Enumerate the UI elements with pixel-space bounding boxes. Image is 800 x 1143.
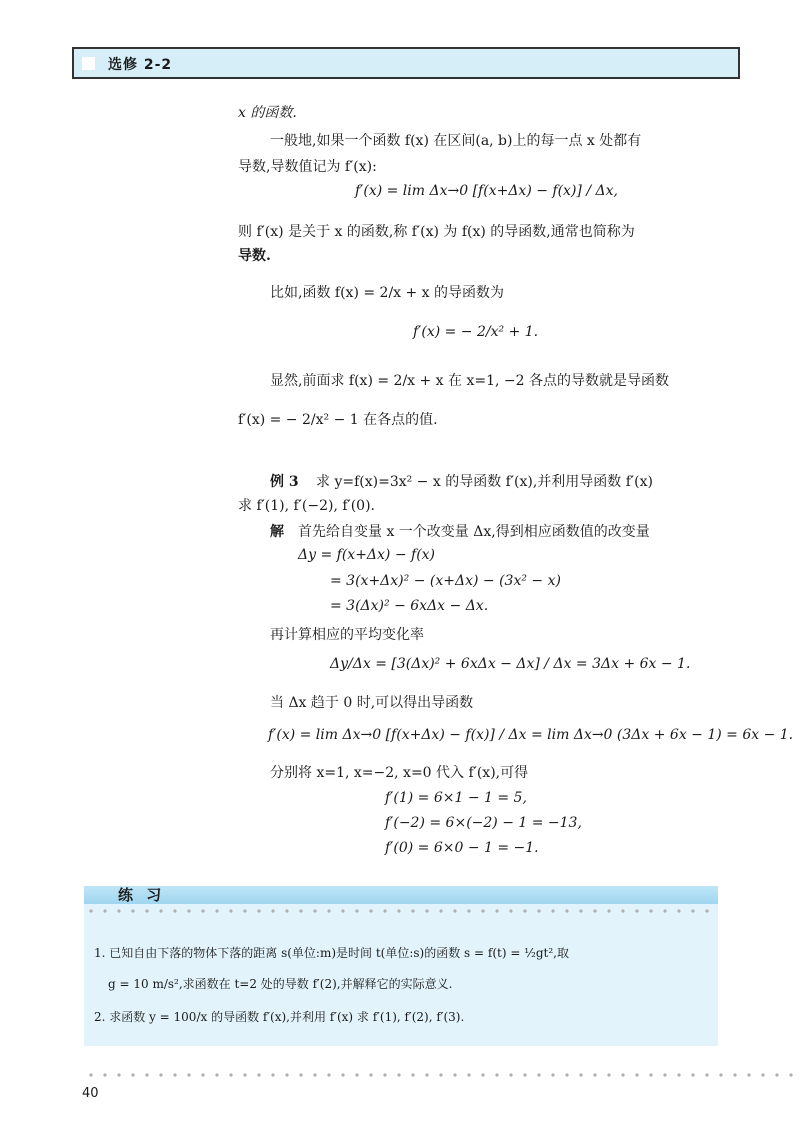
formula-derivative-definition: f′(x) = lim Δx→0 [f(x+Δx) − f(x)] / Δx, <box>355 183 618 199</box>
header-title: 选修 2-2 <box>108 57 173 73</box>
example-label: 例 3 <box>270 474 299 490</box>
practice-item-1-line-1: 1. 已知自由下落的物体下落的距离 s(单位:m)是时间 t(单位:s)的函数 s = f(t) = ½gt²,取 <box>94 946 569 960</box>
practice-item-2: 2. 求函数 y = 100/x 的导函数 f′(x),并利用 f′(x) 求 f′(1), f′(2), f′(3). <box>94 1010 465 1024</box>
practice-item-1-line-2: g = 10 m/s²,求函数在 t=2 处的导数 f′(2),并解释它的实际意义. <box>108 977 453 991</box>
text-line-1: x 的函数. <box>238 105 297 121</box>
solution-line-10: f′(1) = 6×1 − 1 = 5, <box>385 790 527 806</box>
practice-dotted-divider <box>84 908 718 914</box>
page-number: 40 <box>82 1086 99 1101</box>
solution-label: 解 <box>270 524 284 540</box>
solution-line-11: f′(−2) = 6×(−2) − 1 = −13, <box>385 815 582 831</box>
footer-dotted-divider <box>84 1072 794 1078</box>
solution-line-9: 分别将 x=1, x=−2, x=0 代入 f′(x),可得 <box>270 765 529 781</box>
solution-line-12: f′(0) = 6×0 − 1 = −1. <box>385 840 539 856</box>
text-line-9: 显然,前面求 f(x) = 2/x + x 在 x=1, −2 各点的导数就是导函数 <box>270 373 669 389</box>
solution-line-7: 当 Δx 趋于 0 时,可以得出导函数 <box>270 695 474 711</box>
practice-header-strip <box>84 886 718 904</box>
solution-line-6: Δy/Δx = [3(Δx)² + 6xΔx − Δx] / Δx = 3Δx + 6x − 1. <box>330 656 691 672</box>
header-bar <box>72 47 740 79</box>
practice-title: 练 习 <box>118 886 166 904</box>
formula-example-derivative: f′(x) = − 2/x² + 1. <box>413 324 539 340</box>
text-line-2: 一般地,如果一个函数 f(x) 在区间(a, b)上的每一点 x 处都有 <box>270 133 642 149</box>
solution-line-1: 首先给自变量 x 一个改变量 Δx,得到相应函数值的改变量 <box>298 524 650 540</box>
solution-line-4: = 3(Δx)² − 6xΔx − Δx. <box>330 598 489 614</box>
solution-line-5: 再计算相应的平均变化率 <box>270 627 424 643</box>
text-line-3: 导数,导数值记为 f′(x): <box>238 159 377 175</box>
solution-line-2: Δy = f(x+Δx) − f(x) <box>298 547 436 563</box>
example-line-2: 求 f′(1), f′(−2), f′(0). <box>238 498 376 514</box>
solution-line-3: = 3(x+Δx)² − (x+Δx) − (3x² − x) <box>330 573 561 589</box>
text-line-5: 则 f′(x) 是关于 x 的函数,称 f′(x) 为 f(x) 的导函数,通常也简称为 <box>238 224 635 240</box>
solution-line-8: f′(x) = lim Δx→0 [f(x+Δx) − f(x)] / Δx = lim Δx→0 (3Δx + 6x − 1) = 6x − 1. <box>268 727 794 743</box>
example-line-1: 求 y=f(x)=3x² − x 的导函数 f′(x),并利用导函数 f′(x) <box>316 474 653 490</box>
text-line-6: 导数. <box>238 248 271 264</box>
text-line-7: 比如,函数 f(x) = 2/x + x 的导函数为 <box>270 285 505 301</box>
text-line-10: f′(x) = − 2/x² − 1 在各点的值. <box>238 412 438 428</box>
header-square-icon <box>82 57 95 70</box>
